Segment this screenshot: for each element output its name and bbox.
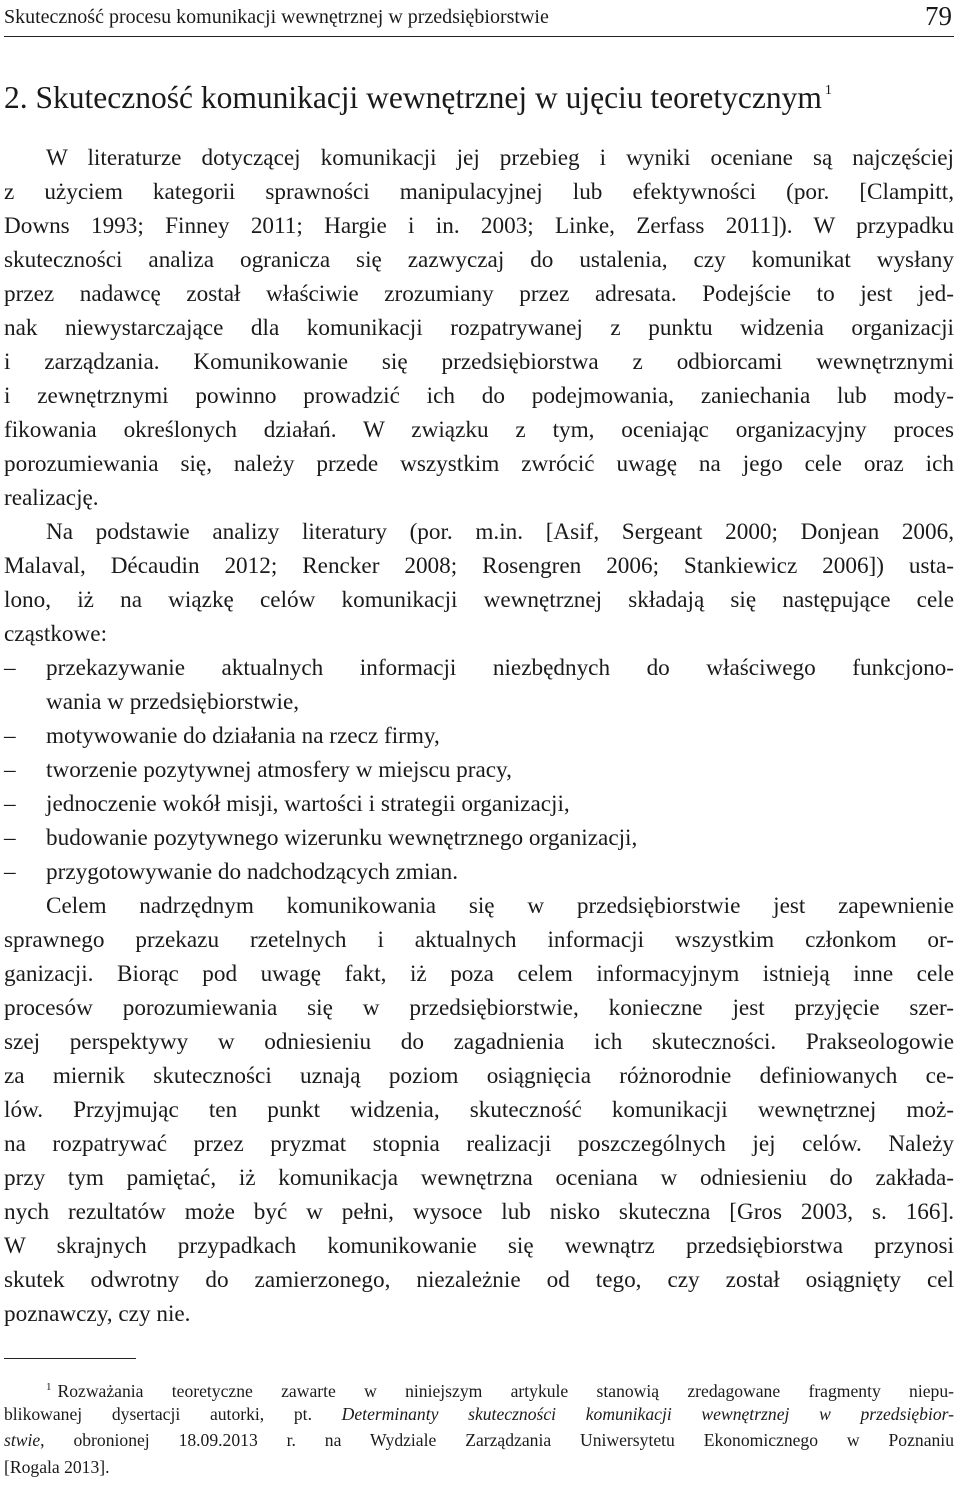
text-line: przygotowywanie do nadchodzących zmian. [46, 859, 459, 885]
paragraph-3 [4, 889, 954, 1331]
footnote-text: Rozważania teoretyczne zawarte w niniejszym artykule stanowią zredagowane fragmenty niepu- [57, 1381, 954, 1401]
text-line: porozumiewania się, należy przede wszystkim zwrócić uwagę na jego cele oraz ich [4, 451, 954, 477]
text-line: ganizacji. Biorąc pod uwagę fakt, iż poza celem informacyjnym istnieją inne cele [4, 961, 954, 987]
footnote-text: , obronionej 18.09.2013 r. na Wydziale Zarządzania Uniwersytetu Ekonomicznego w Poznaniu [40, 1430, 954, 1451]
paragraph-2 [4, 515, 954, 651]
footnote-line [4, 1427, 954, 1454]
text-line: lono, iż na wiązkę celów komunikacji wewnętrznej składają się następujące cele [4, 587, 954, 613]
text-line: tworzenie pozytywnej atmosfery w miejscu pracy, [46, 757, 512, 783]
text-line: przy tym pamiętać, iż komunikacja wewnętrzna oceniana w odniesieniu do zakłada- [4, 1165, 954, 1191]
text-line: i zewnętrznymi powinno prowadzić ich do podejmowania, zaniechania lub mody- [4, 383, 954, 409]
dash-bullet: – [4, 655, 16, 681]
paragraph-1 [4, 141, 954, 515]
list-item [4, 787, 954, 821]
footnote-line [4, 1401, 954, 1428]
text-line: za miernik skuteczności uznają poziom osiągnięcia różnorodnie definiowanych ce- [4, 1063, 954, 1089]
text-line: W literaturze dotyczącej komunikacji jej przebieg i wyniki oceniane są najczęściej [46, 145, 954, 171]
text-line: nych rezultatów może być w pełni, wysoce lub nisko skuteczna [Gros 2003, s. 166]. [4, 1199, 954, 1225]
footnote-line: [Rogala 2013]. [4, 1457, 110, 1478]
text-line: motywowanie do działania na rzecz firmy, [46, 723, 440, 749]
goals-list [4, 651, 954, 889]
text-line: realizację. [4, 485, 99, 511]
text-line: W skrajnych przypadkach komunikowanie się wewnątrz przedsiębiorstwa przynosi [4, 1233, 954, 1259]
footnote-divider [4, 1358, 136, 1359]
list-item [4, 651, 954, 719]
dash-bullet: – [4, 825, 16, 851]
text-line: z użyciem kategorii sprawności manipulacyjnej lub efektywności (por. [Clampitt, [4, 179, 954, 205]
text-line: Downs 1993; Finney 2011; Hargie i in. 2003; Linke, Zerfass 2011]). W przypadku [4, 213, 954, 239]
dash-bullet: – [4, 859, 16, 885]
dash-bullet: – [4, 757, 16, 783]
text-line: jednoczenie wokół misji, wartości i strategii organizacji, [46, 791, 570, 817]
text-line: sprawnego przekazu rzetelnych i aktualnych informacji wszystkim członkom or- [4, 927, 954, 953]
text-line: i zarządzania. Komunikowanie się przedsiębiorstwa z odbiorcami wewnętrznymi [4, 349, 954, 375]
text-line: Na podstawie analizy literatury (por. m.in. [Asif, Sergeant 2000; Donjean 2006, [46, 519, 954, 545]
list-item [4, 719, 954, 753]
text-line: skuteczności analiza ogranicza się zazwyczaj do ustalenia, czy komunikat wysłany [4, 247, 954, 273]
text-line: fikowania określonych działań. W związku z tym, oceniając organizacyjny proces [4, 417, 954, 443]
section-heading [4, 72, 954, 117]
running-header [4, 0, 954, 37]
dash-bullet: – [4, 791, 16, 817]
text-line: Malaval, Décaudin 2012; Rencker 2008; Rosengren 2006; Stankiewicz 2006]) usta- [4, 553, 954, 579]
list-item [4, 753, 954, 787]
list-item [4, 855, 954, 889]
text-line: skutek odwrotny do zamierzonego, niezależnie od tego, czy został osiągnięty cel [4, 1267, 954, 1293]
footnote-title-italic: stwie [4, 1430, 41, 1451]
text-line: przez nadawcę został właściwie zrozumiany przez adresata. Podejście to jest jed- [4, 281, 954, 307]
page-number: 79 [925, 1, 952, 31]
text-line: Celem nadrzędnym komunikowania się w przedsiębiorstwie jest zapewnienie [46, 893, 954, 919]
footnote-number: 1 [46, 1381, 52, 1393]
dash-bullet: – [4, 723, 16, 749]
footnote-line [4, 1374, 954, 1401]
text-line: cząstkowe: [4, 621, 108, 647]
text-line: poznawczy, czy nie. [4, 1301, 191, 1327]
text-line: wania w przedsiębiorstwie, [46, 689, 300, 715]
text-line: procesów porozumiewania się w przedsiębiorstwie, konieczne jest przyjęcie szer- [4, 995, 954, 1021]
list-item [4, 821, 954, 855]
footnote-title-italic: Determinanty skuteczności komunikacji wewnętrznej w przedsiębior- [341, 1403, 954, 1424]
footnote [4, 1374, 954, 1481]
text-line: lów. Przyjmując ten punkt widzenia, skuteczność komunikacji wewnętrznej moż- [4, 1097, 954, 1123]
footnote-reference[interactable]: 1 [824, 83, 832, 98]
text-line: przekazywanie aktualnych informacji niezbędnych do właściwego funkcjono- [46, 655, 954, 681]
footnote-text: blikowanej dysertacji autorki, pt. [4, 1403, 342, 1424]
text-line: na rozpatrywać przez pryzmat stopnia realizacji poszczególnych jej celów. Należy [4, 1131, 954, 1157]
text-line: nak niewystarczające dla komunikacji rozpatrywanej z punktu widzenia organizacji [4, 315, 954, 341]
running-title: Skuteczność procesu komunikacji wewnętrznej w przedsiębiorstwie [4, 6, 549, 28]
text-line: szej perspektywy w odniesieniu do zagadnienia ich skuteczności. Prakseologowie [4, 1029, 954, 1055]
text-line: budowanie pozytywnego wizerunku wewnętrznego organizacji, [46, 825, 638, 851]
section-heading-text: 2. Skuteczność komunikacji wewnętrznej w ujęciu teoretycznym [4, 80, 822, 115]
